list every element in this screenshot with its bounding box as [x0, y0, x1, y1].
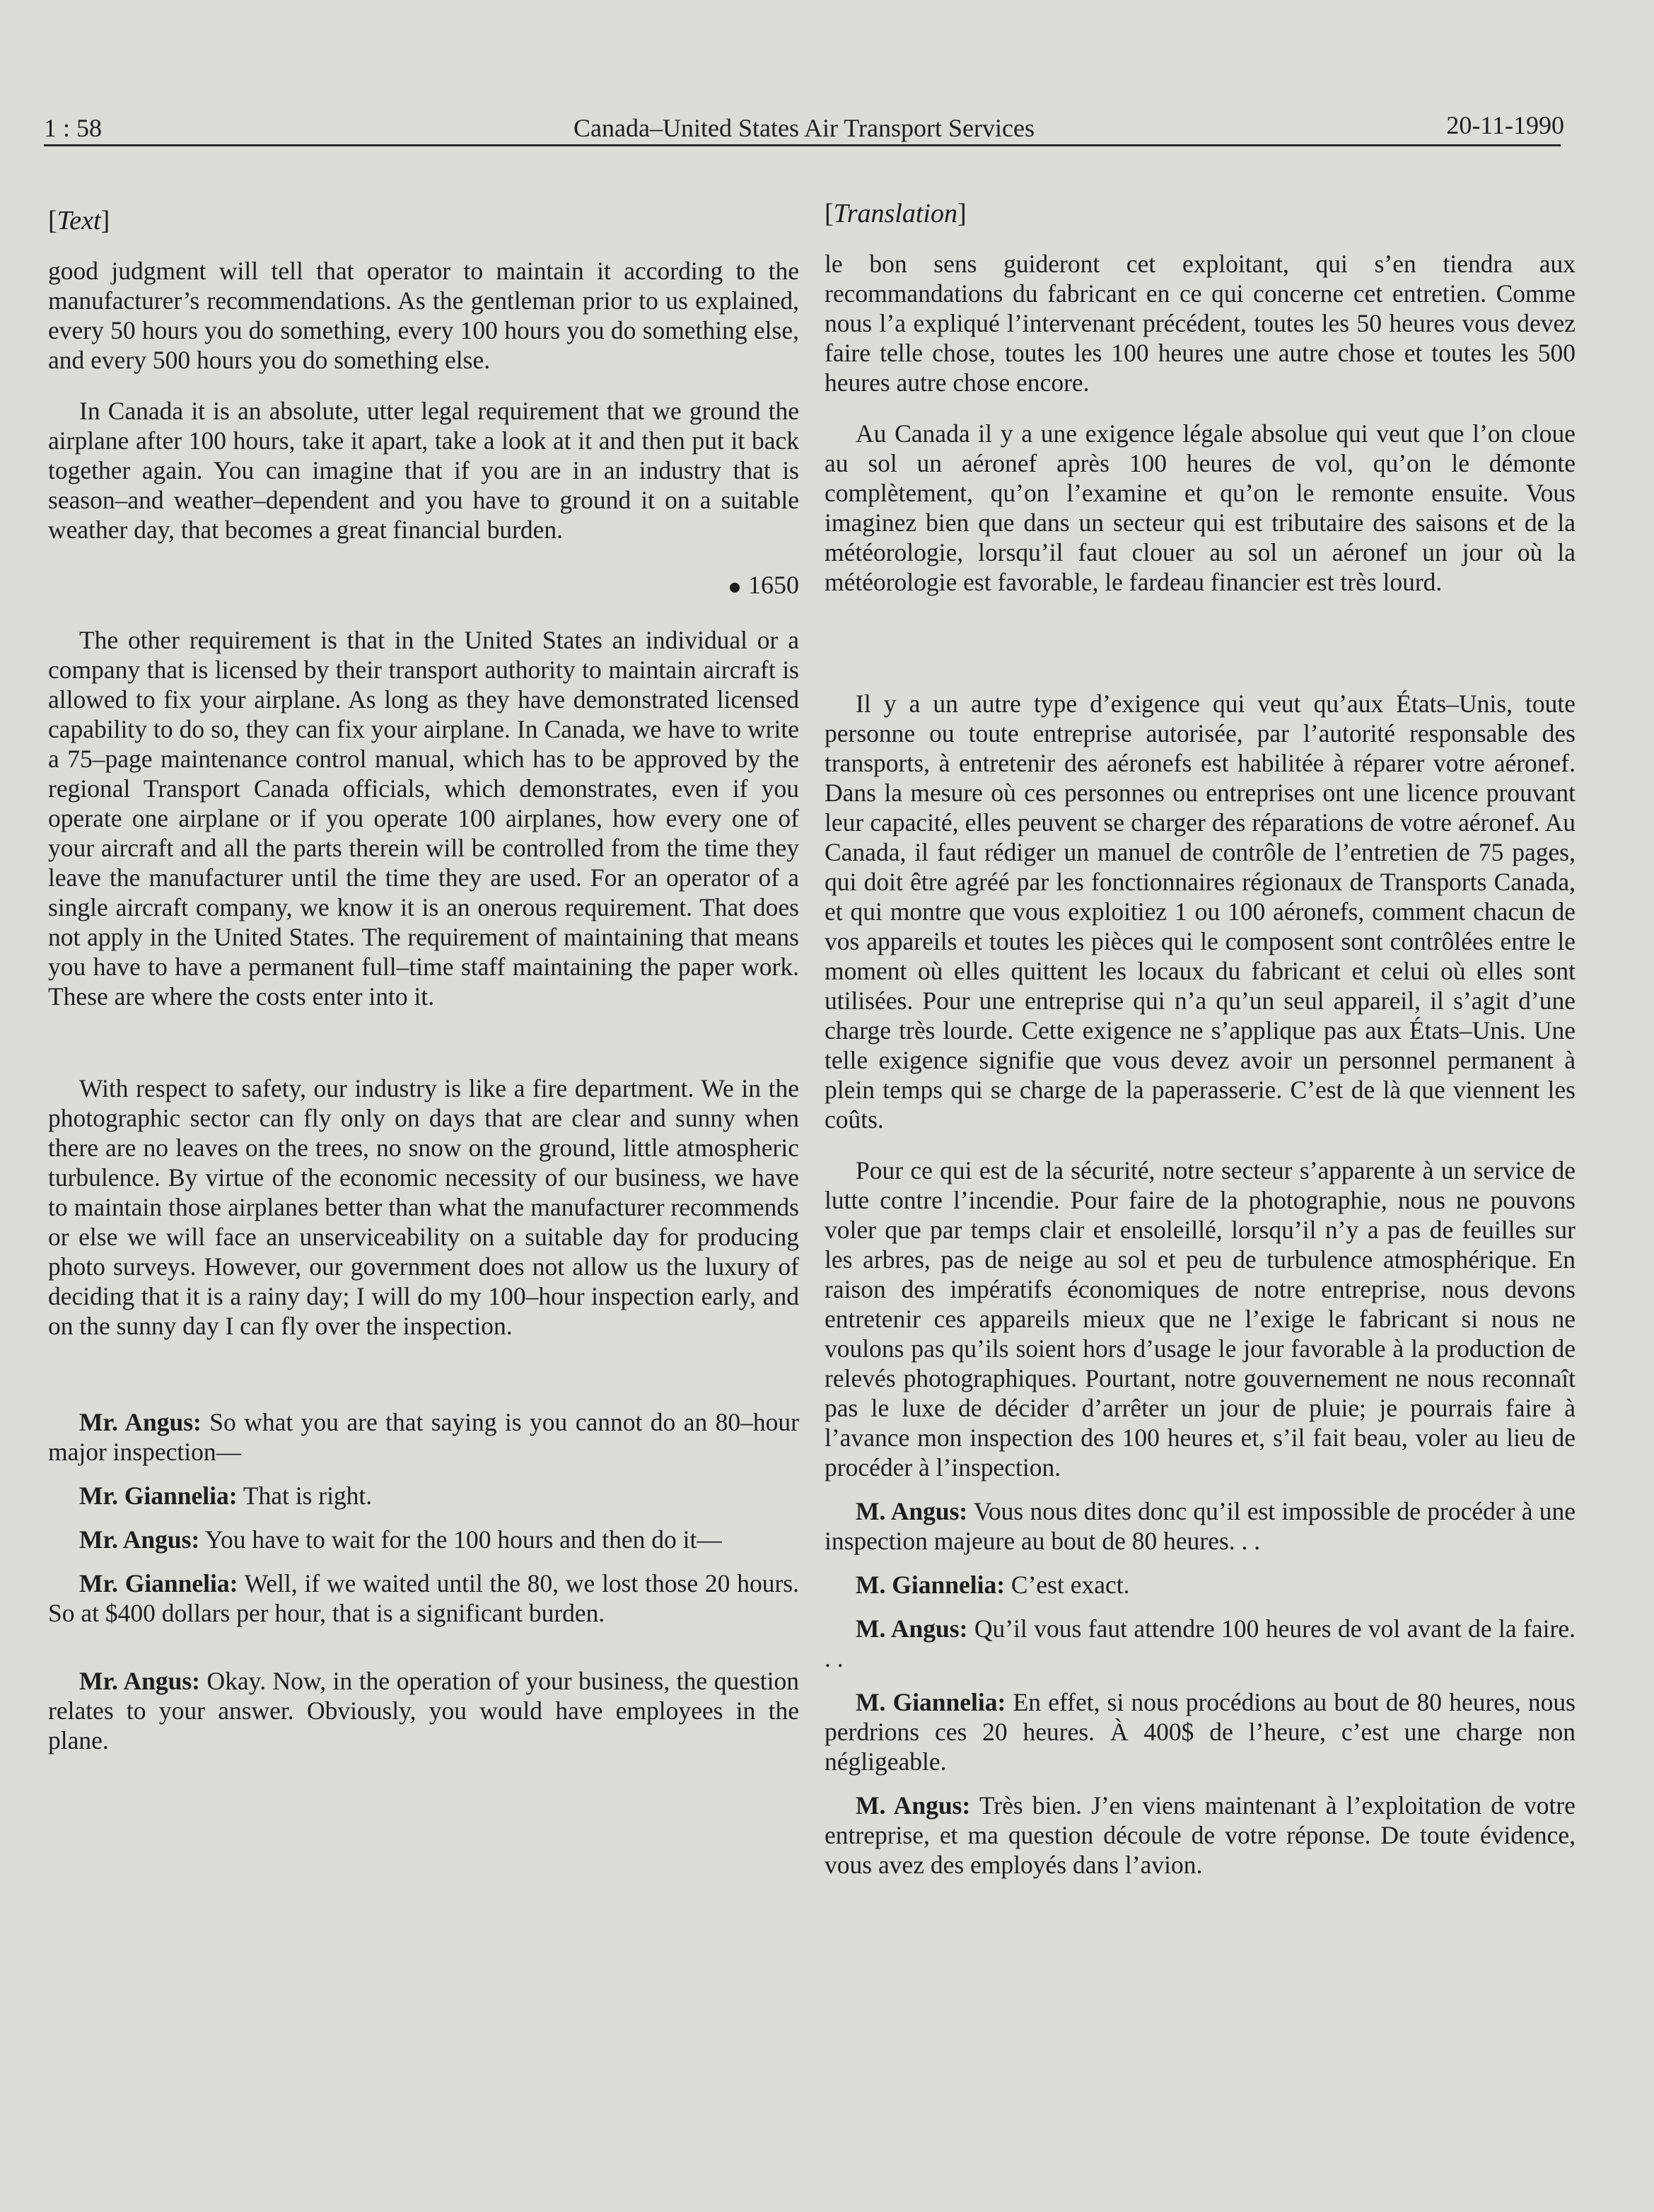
section-label-translation: [Translation] [825, 199, 967, 228]
time-marker: 1650 [48, 570, 799, 600]
speaker-name: M. Angus: [856, 1497, 968, 1525]
paragraph: Pour ce qui est de la sécurité, notre secteur s’apparente à un service de lutte contre l’incendie. Pour faire de la photographie, nous ne pouvons voler que par temps clair et ensoleillé, lorsqu’il n’y a pas de feuilles sur les arbres, pas de neige au sol et peu de turbulence atmosphérique. En raison des impératifs économiques de notre entreprise, nous devons entretenir ces appareils mieux que ne l’exige le fabricant si nous ne voulons pas qu’ils soient hors d’usage le jour favorable à la production de relevés photographiques. Pourtant, notre gouvernement ne nous reconnaît pas le luxe de décider d’arrêter un jour de pluie; je pourrais faire à l’avance mon inspection des 100 heures et, s’il fait beau, voler au lieu de procéder à l’inspection. [825, 1156, 1576, 1482]
dialogue-line: M. Giannelia: En effet, si nous procédions au bout de 80 heures, nous perdrions ces 20 heures. À 400$ de l’heure, c’est une charge non négligeable. [825, 1688, 1576, 1776]
section-label-text: [Text] [48, 206, 110, 235]
bullet-icon [730, 583, 740, 593]
speaker-name: Mr. Giannelia: [79, 1569, 238, 1597]
speaker-name: Mr. Giannelia: [79, 1482, 238, 1510]
paragraph: With respect to safety, our industry is like a fire department. We in the photographic sector can fly only on days that are clear and sunny when there are no leaves on the trees, no snow on the ground, little atmospheric turbulence. By virtue of the economic necessity of our business, we have to maintain those airplanes better than what the manufacturer recommends or else we will face an unserviceability on a suitable day for producing photo surveys. However, our government does not allow us the luxury of deciding that it is a rainy day; I will do my 100–hour inspection early, and on the sunny day I can fly over the inspection. [48, 1074, 799, 1340]
dialogue-line: Mr. Giannelia: Well, if we waited until the 80, we lost those 20 hours. So at $400 dollars per hour, that is a significant burden. [48, 1569, 799, 1627]
dialogue-line: Mr. Angus: Okay. Now, in the operation of your business, the question relates to your answer. Obviously, you would have employees in the plane. [48, 1667, 799, 1754]
paragraph: le bon sens guideront cet exploitant, qui s’en tiendra aux recommandations du fabricant en ce qui concerne cet entretien. Comme nous l’a expliqué l’intervenant précédent, toutes les 50 heures vous devez faire telle chose, toutes les 100 heures une autre chose et toutes les 500 heures autre chose encore. [825, 250, 1576, 397]
dialogue-line: M. Angus: Qu’il vous faut attendre 100 heures de vol avant de la faire. . . [825, 1614, 1576, 1672]
paragraph: good judgment will tell that operator to maintain it according to the manufacturer’s recommendations. As the gentleman prior to us explained, every 50 hours you do something, every 100 hours you do something else, and every 500 hours you do something else. [48, 257, 799, 374]
french-column [825, 198, 1576, 1880]
paragraph: Au Canada il y a une exigence légale absolue qui veut que l’on cloue au sol un aéronef après 100 heures de vol, qu’on le démonte complètement, qu’on l’examine et qu’on le remonte ensuite. Vous imaginez bien que dans un secteur qui est tributaire des saisons et de la météorologie, lorsqu’il faut clouer au sol un aéronef un jour où la météorologie est favorable, le fardeau financier est très lourd. [825, 419, 1576, 596]
speaker-name: Mr. Angus: [79, 1408, 202, 1436]
page-number: 1 : 58 [44, 114, 103, 142]
speaker-name: Mr. Angus: [79, 1667, 200, 1695]
paragraph: In Canada it is an absolute, utter legal requirement that we ground the airplane after 100 hours, take it apart, take a look at it and then put it back together again. You can imagine that if you are in an industry that is season–and weather–dependent and you have to ground it on a suitable weather day, that becomes a great financial burden. [48, 397, 799, 544]
paragraph: Il y a un autre type d’exigence qui veut qu’aux États–Unis, toute personne ou toute entreprise autorisée, par l’autorité responsable des transports, à entretenir des aéronefs est habilitée à réparer votre aéronef. Dans la mesure où ces personnes ou entreprises ont une licence prouvant leur capacité, elles peuvent se charger des réparations de votre aéronef. Au Canada, il faut rédiger un manuel de contrôle de l’entretien de 75 pages, qui doit être agréé par les fonctionnaires régionaux de Transports Canada, et qui montre que vous exploitiez 1 ou 100 aéronefs, comment chacun de vos appareils et toutes les pièces qui le composent sont contrôlées entre le moment où elles quittent les locaux du fabricant et celui où elles sont utilisées. Pour une entreprise qui n’a qu’un seul appareil, il s’agit d’une charge très lourde. Cette exigence ne s’applique pas aux États–Unis. Une telle exigence signifie que vous devez avoir un personnel permanent à plein temps qui se charge de la paperasserie. C’est de là que viennent les coûts. [825, 689, 1576, 1134]
speaker-name: M. Giannelia: [856, 1571, 1006, 1599]
page-header [44, 106, 1564, 147]
dialogue-line: Mr. Angus: You have to wait for the 100 hours and then do it— [79, 1525, 722, 1554]
speaker-name: M. Angus: [856, 1614, 968, 1643]
dialogue-line: Mr. Angus: So what you are that saying is you cannot do an 80–hour major inspection— [48, 1408, 799, 1466]
english-column [48, 205, 799, 1755]
speaker-name: M. Giannelia: [856, 1688, 1006, 1716]
paragraph: The other requirement is that in the United States an individual or a company that is licensed by their transport authority to maintain aircraft is allowed to fix your airplane. As long as they have demonstrated licensed capability to do so, they can fix your airplane. In Canada, we have to write a 75–page maintenance control manual, which has to be approved by the regional Transport Canada officials, which demonstrates, even if you operate one airplane or if you operate 100 airplanes, how every one of your aircraft and all the parts therein will be controlled from the time they leave the manufacturer until the time they are used. For an operator of a single aircraft company, we know it is an onerous requirement. That does not apply in the United States. The requirement of maintaining that means you have to have a permanent full–time staff maintaining the paper work. These are where the costs enter into it. [48, 626, 799, 1011]
dialogue-line: M. Angus: Vous nous dites donc qu’il est impossible de procéder à une inspection majeure au bout de 80 heures. . . [825, 1497, 1576, 1555]
page-date: 20-11-1990 [1446, 111, 1564, 139]
speaker-name: M. Angus: [856, 1791, 971, 1820]
running-title: Canada–United States Air Transport Services [573, 114, 1035, 142]
dialogue-line: M. Giannelia: C’est exact. [856, 1571, 1130, 1599]
dialogue-line: Mr. Giannelia: That is right. [79, 1482, 373, 1510]
header-rule [44, 144, 1561, 146]
speaker-name: Mr. Angus: [79, 1525, 200, 1554]
dialogue-line: M. Angus: Très bien. J’en viens maintenant à l’exploitation de votre entreprise, et ma question découle de votre réponse. De toute évidence, vous avez des employés dans l’avion. [825, 1791, 1576, 1879]
